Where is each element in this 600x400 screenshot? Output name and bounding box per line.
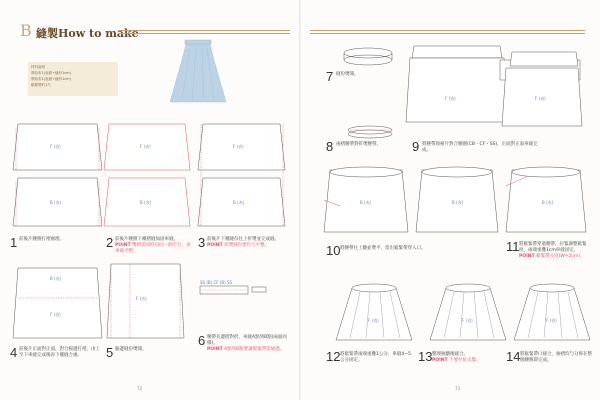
point-tag: POINT [432, 358, 448, 363]
point-text: 不要拉扯太緊。 [449, 358, 481, 363]
panel-label: F (表) [368, 318, 379, 323]
materials-item: 帶結布1(表面+縫份1cm) [31, 77, 71, 81]
panel-label: F (表) [535, 96, 546, 101]
materials-heading: 材料說明 [31, 65, 45, 69]
step-text [115, 237, 193, 255]
step-body: 前後片下襬縫份往上折燙並完成縫。 [207, 237, 279, 242]
panel-label: B (表) [50, 276, 62, 281]
point-text: 折燙縫份要均勻平整。 [224, 243, 270, 248]
panel-label: F (表) [50, 312, 61, 317]
panel-label: B (表) [233, 200, 245, 205]
step-number: 2 [106, 235, 114, 250]
step-text: 前後片正面對正面，對合脇邊打褶，由上至下車縫完成後再下襬縫合處。 [19, 347, 100, 358]
step-body: 整理抽皺後縫合。 [432, 352, 468, 357]
step-number: 12 [326, 349, 341, 364]
step-text [519, 242, 595, 260]
panel-label: F (表) [462, 318, 473, 323]
step-number: 4 [10, 345, 18, 360]
step-text [432, 352, 502, 364]
step-number: 14 [506, 349, 521, 364]
step-number: 3 [198, 235, 206, 250]
page-title: 縫製How to make [36, 27, 139, 40]
step-body: 將鬆緊帶穿過腰帶，拉緊調整鬆緊度，兩端重疊1cm車縫固定。 [519, 242, 587, 253]
step-text: 兩褶腰帶對折燙腰帶。 [336, 142, 381, 147]
step-text: 將鬆緊帶口縫合，抽褶均勻分佈在整個腰圍即完成。 [520, 352, 592, 363]
panel-label: B (表) [50, 200, 62, 205]
step-text: 脇邊縫份燙開。 [115, 347, 147, 352]
step-body: 腰帶長邊摺對折，車縫A點到B點(兩面同樣)。 [207, 335, 287, 346]
step-number: 11 [506, 239, 520, 254]
step-text: 將腰帶往上翻並燙平，留出鬆緊帶穿入口。 [340, 246, 426, 251]
step-text: 前後片腰圍打褶處理。 [19, 237, 64, 242]
step-text: 將鬆緊帶兩端重疊1公分，車縫4~5公分固定。 [340, 352, 411, 363]
skirt-illustration [170, 40, 226, 102]
point-text: A點到B點要讓鬆緊帶能通過。 [224, 347, 285, 352]
step-number: 6 [198, 333, 206, 348]
panel-label: F (表) [233, 144, 244, 149]
point-tag: POINT [207, 243, 223, 248]
step-number: 8 [326, 139, 334, 154]
panel-label: F (表) [546, 318, 557, 323]
point-text: 鬆緊帶長度(W+2cm)。 [536, 254, 585, 259]
step-number: 5 [106, 345, 114, 360]
step-number: 7 [326, 69, 334, 84]
point-tag: POINT [519, 254, 535, 259]
waistband-label: SS (B) CF (B) SS [200, 280, 233, 285]
panel-label: B (表) [140, 200, 152, 205]
panel-label: B (表) [452, 200, 464, 205]
materials-item: 鬆緊帶約1尺 [31, 83, 51, 87]
panel-label: F (表) [50, 144, 61, 149]
panel-label: F (表) [445, 96, 456, 101]
panel-label: F (表) [140, 144, 151, 149]
step-text: 將腰帶與裙片對合腰圍(CB・CF・SS)，正面對正面車縫完成。 [422, 142, 538, 153]
step-number: 9 [412, 139, 420, 154]
point-tag: POINT [115, 243, 131, 248]
step-number: 1 [10, 235, 18, 250]
point-text: 雙褶需同時向同一側平行，須車縫平整。 [115, 243, 191, 254]
step-number: 13 [418, 349, 433, 364]
step-body: 前後片腰圍下襬褶縫加固車縫。 [115, 237, 178, 242]
step-text: 縫份燙開。 [336, 72, 359, 77]
point-tag: POINT [207, 347, 223, 352]
step-number: 10 [326, 243, 341, 258]
step-text [207, 237, 287, 249]
panel-label: F (表) [136, 296, 147, 301]
page-number-left: 72 [137, 386, 143, 391]
step-text [207, 335, 287, 353]
section-badge: B [20, 21, 32, 40]
materials-item: 帶結布1(表面+縫份1cm) [31, 71, 71, 75]
panel-label: B (表) [542, 200, 554, 205]
panel-label: B (表) [360, 200, 372, 205]
page-number-right: 73 [455, 386, 461, 391]
